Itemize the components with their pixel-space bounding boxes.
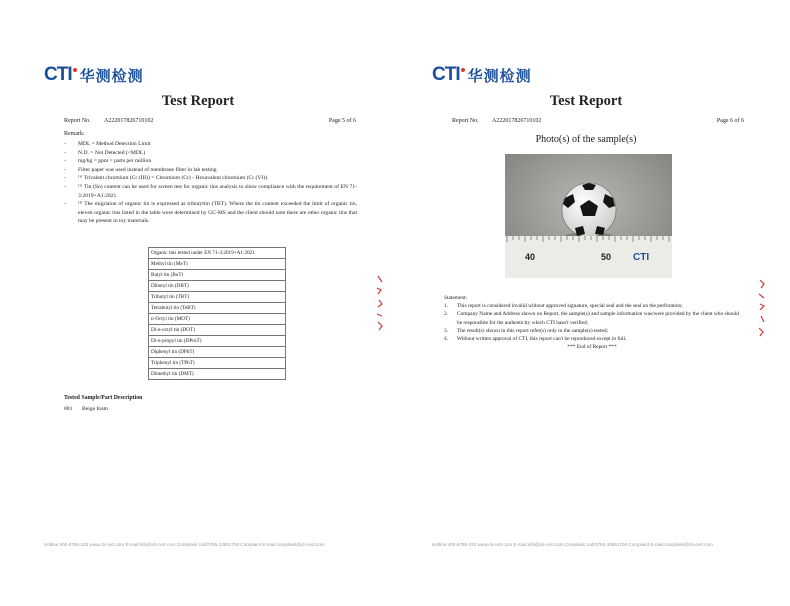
remark-list <box>64 140 357 226</box>
sample-photo <box>505 154 672 278</box>
sample-row <box>64 406 108 412</box>
perforation-seal-stamp <box>758 278 766 338</box>
table-row <box>149 347 286 358</box>
table-cell: Triphenyl tin (TPhT) <box>149 358 286 369</box>
organic-tins-table <box>148 247 286 380</box>
table-cell: Diphenyl tin (DPhT) <box>149 347 286 358</box>
table-cell: Dimethyl tin (DMT) <box>149 369 286 380</box>
table-cell: Di-n-octyl tin (DOT) <box>149 325 286 336</box>
report-no-label: Report No. <box>452 118 479 124</box>
remark-item: - ⁽²⁾ Tin (Sn) content can be used for screen test for organic tins analysis to show compliance with the requirement of EN 71-3:2019+A1:2021. <box>64 183 357 199</box>
page-title: Test Report <box>549 93 623 109</box>
remark-item: - N.D. = Not Detected (<MDL) <box>64 149 146 156</box>
sample-description: Beige foam <box>82 406 108 412</box>
table-row <box>149 336 286 347</box>
table-cell: Dibutyl tin (DBT) <box>149 281 286 292</box>
report-no-value: A222017826710102 <box>104 118 154 124</box>
logo-chinese: 华测检测 <box>79 66 144 85</box>
remark-item: - mg/kg = ppm = parts per million <box>64 158 152 165</box>
table-row <box>149 325 286 336</box>
table-row <box>149 314 286 325</box>
table-cell: Tributyl tin (TBT) <box>149 292 286 303</box>
ruler-number-50: 50 <box>601 252 612 262</box>
report-page-6 <box>402 20 770 568</box>
statement-block <box>444 294 740 351</box>
sample-id: 001 <box>64 406 73 412</box>
table-row <box>149 358 286 369</box>
report-page-5 <box>14 20 382 568</box>
table-row <box>149 270 286 281</box>
report-no-label: Report No. <box>64 118 91 124</box>
page-footer: Hotline:400-6788-333 www.cti-cert.com E-mail:info@cti-cert.com Complaint call:0755-33681700 Complaint E-mail:complaint@cti-cert.com <box>44 542 325 547</box>
page-footer: Hotline:400-6788-333 www.cti-cert.com E-mail:info@cti-cert.com Complaint call:0755-33681700 Complaint E-mail:complaint@cti-cert.com <box>432 542 713 547</box>
table-cell: Di-n-propyl tin (DProT) <box>149 336 286 347</box>
table-cell: Tetrabutyl tin (TeBT) <box>149 303 286 314</box>
cti-logo <box>44 64 144 86</box>
page-number: Page 6 of 6 <box>716 118 744 124</box>
end-of-report: *** End of Report *** <box>567 344 617 351</box>
table-row <box>149 369 286 380</box>
report-number-line <box>64 118 356 124</box>
logo-brand: CTI <box>432 64 460 85</box>
logo-chinese: 华测检测 <box>467 66 532 85</box>
cti-logo <box>432 64 532 86</box>
table-row <box>149 281 286 292</box>
statement-item: 3. The result(s) shown in this report refer(s) only to the sample(s) tested; <box>444 327 609 334</box>
table-row <box>149 259 286 270</box>
statement-heading: Statement: <box>444 295 468 301</box>
statement-item: 4. Without written approval of CTI, this report can't be reproduced except in full. <box>444 336 627 343</box>
soccer-ball-photo <box>505 154 672 278</box>
remark-item: - ⁽³⁾ The migration of organic tin is expressed as tributyltin (TBT). Where the tin content exceeded the limit of organic tin, eleven organic tins listed in the table were determined by GC-MS and the client should note there are other organic tins that may be present in toy materials. <box>64 201 357 225</box>
statement-item: 2. Company Name and Address shown on Report, the sample(s) and sample information was/were provided by the client who should be responsible for the authenticity which CTI hasn't verified; <box>444 311 739 326</box>
page-number: Page 5 of 6 <box>328 118 356 124</box>
ruler-number-40: 40 <box>525 252 536 262</box>
table-cell: Butyl tin (BuT) <box>149 270 286 281</box>
perforation-seal-stamp <box>376 274 384 334</box>
table-row <box>149 248 286 259</box>
table-cell: Organic tins tested under EN 71-3:2019+A1:2021 <box>149 248 286 259</box>
photo-section-title: Photo(s) of the sample(s) <box>535 134 637 145</box>
statement-item: 1. This report is considered invalid without approved signature, special seal and the seal on the perforation; <box>444 303 683 310</box>
table-row <box>149 303 286 314</box>
table-cell: n-Octyl tin (MOT) <box>149 314 286 325</box>
logo-brand: CTI <box>44 64 72 85</box>
report-number-line <box>452 118 744 124</box>
report-no-value: A222017826710102 <box>492 118 542 124</box>
logo-dot <box>461 68 465 72</box>
table-row <box>149 292 286 303</box>
remark-item: - MDL = Method Detection Limit <box>64 141 151 147</box>
logo-dot <box>73 68 77 72</box>
sample-section-title: Tested Sample/Part Description <box>64 395 143 401</box>
remark-item: - Filter paper was used instead of membrane filter in lab testing <box>64 166 217 173</box>
remark-item: - ⁽¹⁾ Trivalent chromium (Cr (III)) = Chromium (Cr) - Hexavalent chromium (Cr (VI)). <box>64 175 269 182</box>
page-title: Test Report <box>161 93 235 109</box>
ruler-brand: CTI <box>633 252 650 263</box>
table-cell: Methyl tin (MeT) <box>149 259 286 270</box>
remark-heading: Remark: <box>64 131 85 137</box>
